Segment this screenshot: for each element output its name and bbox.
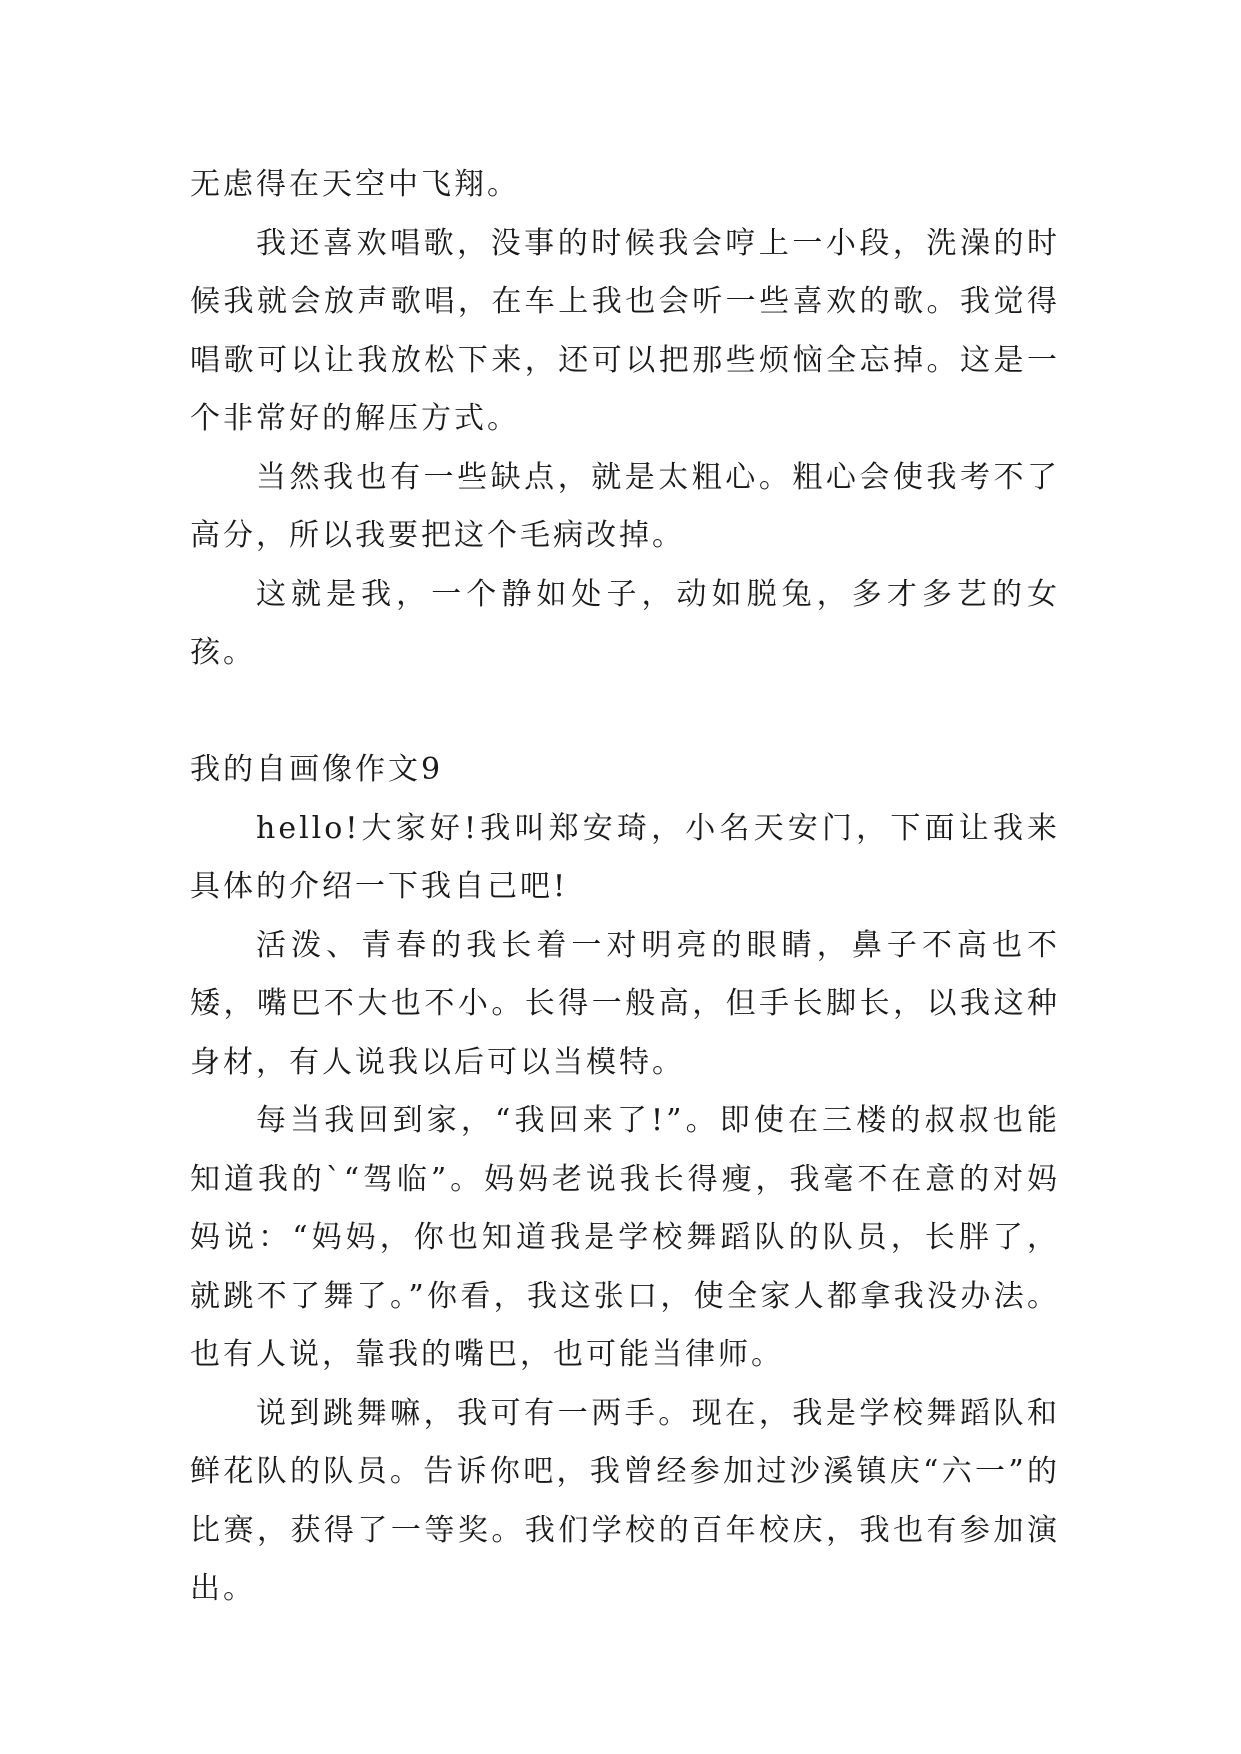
paragraph-shortcoming: 当然我也有一些缺点，就是太粗心。粗心会使我考不了高分，所以我要把这个毛病改掉。: [190, 459, 1060, 553]
paragraph-singing: 我还喜欢唱歌，没事的时候我会哼上一小段，洗澡的时候我就会放声歌唱，在车上我也会听一些喜欢的歌。我觉得唱歌可以让我放松下来，还可以把那些烦恼全忘掉。这是一个非常好的解压方式。: [190, 225, 1060, 436]
paragraph-dance: 说到跳舞嘛，我可有一两手。现在，我是学校舞蹈队和鲜花队的队员。告诉你吧，我曾经参加过沙溪镇庆“六一”的比赛，获得了一等奖。我们学校的百年校庆，我也有参加演出。: [190, 1395, 1060, 1606]
paragraph-appearance: 活泼、青春的我长着一对明亮的眼睛，鼻子不高也不矮，嘴巴不大也不小。长得一般高，但手长脚长，以我这种身材，有人说我以后可以当模特。: [190, 927, 1060, 1080]
section-spacer: [190, 683, 1060, 742]
paragraph-conclusion: 这就是我，一个静如处子，动如脱兔，多才多艺的女孩。: [190, 576, 1060, 670]
document-body: [190, 156, 1060, 1619]
paragraph-home: 每当我回到家，“我回来了!”。即使在三楼的叔叔也能知道我的`“驾临”。妈妈老说我长得瘦，我毫不在意的对妈妈说：“妈妈，你也知道我是学校舞蹈队的队员，长胖了，就跳不了舞了。”你看，我这张口，使全家人都拿我没办法。也有人说，靠我的嘴巴，也可能当律师。: [190, 1103, 1060, 1372]
paragraph-continuation: 无虑得在天空中飞翔。: [190, 167, 520, 202]
paragraph-intro: hello!大家好!我叫郑安琦，小名天安门，下面让我来具体的介绍一下我自己吧!: [190, 810, 1060, 904]
section-title: 我的自画像作文9: [190, 752, 444, 787]
